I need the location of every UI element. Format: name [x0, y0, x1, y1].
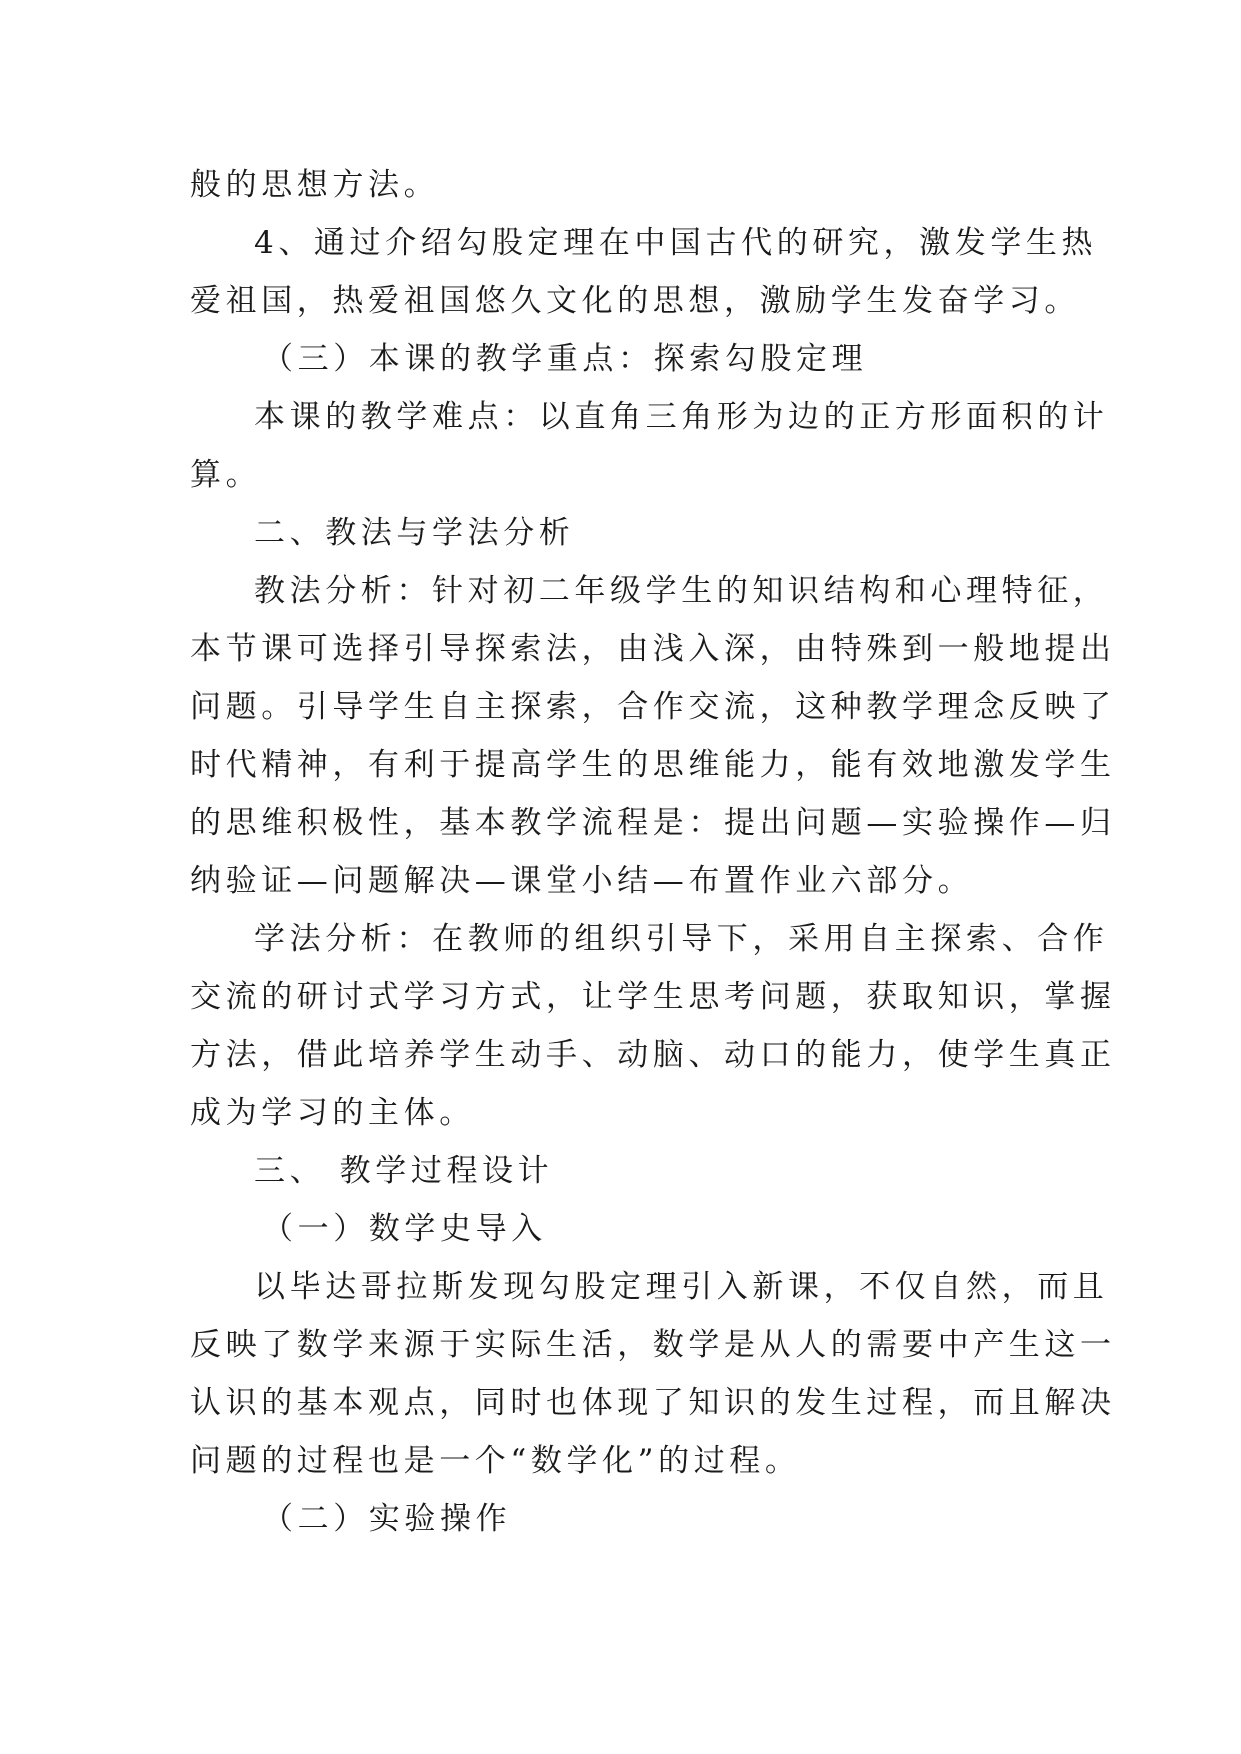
section-heading: （二）实验操作	[262, 1501, 512, 1537]
text-line: 学法分析：在教师的组织引导下，采用自主探索、合作	[254, 921, 1109, 957]
text-line: 算。	[190, 457, 262, 493]
text-line: 以毕达哥拉斯发现勾股定理引入新课，不仅自然，而且	[254, 1269, 1109, 1305]
text-line: 本节课可选择引导探索法，由浅入深，由特殊到一般地提出	[190, 631, 1116, 667]
text-line: 时代精神，有利于提高学生的思维能力，能有效地激发学生	[190, 747, 1116, 783]
text-line: 教法分析：针对初二年级学生的知识结构和心理特征，	[254, 573, 1109, 609]
section-heading: 三、 教学过程设计	[254, 1153, 554, 1189]
section-heading: 二、教法与学法分析	[254, 515, 575, 551]
text-line: 问题。引导学生自主探索，合作交流，这种教学理念反映了	[190, 689, 1116, 725]
text-line: 成为学习的主体。	[190, 1095, 475, 1131]
text-line: 反映了数学来源于实际生活，数学是从人的需要中产生这一	[190, 1327, 1116, 1363]
text-line: 方法，借此培养学生动手、动脑、动口的能力，使学生真正	[190, 1037, 1116, 1073]
section-heading: （三）本课的教学重点：探索勾股定理	[262, 341, 868, 377]
section-heading: （一）数学史导入	[262, 1211, 547, 1247]
text-line: 的思维积极性，基本教学流程是：提出问题—实验操作—归	[190, 805, 1116, 841]
text-line: 4、通过介绍勾股定理在中国古代的研究，激发学生热	[254, 225, 1098, 261]
text-line: 认识的基本观点，同时也体现了知识的发生过程，而且解决	[190, 1385, 1116, 1421]
text-line: 问题的过程也是一个“数学化”的过程。	[190, 1443, 801, 1479]
text-line: 般的思想方法。	[190, 167, 440, 203]
text-line: 本课的教学难点：以直角三角形为边的正方形面积的计	[254, 399, 1109, 435]
text-line: 爱祖国，热爱祖国悠久文化的思想，激励学生发奋学习。	[190, 283, 1080, 319]
text-line: 纳验证—问题解决—课堂小结—布置作业六部分。	[190, 863, 974, 899]
text-line: 交流的研讨式学习方式，让学生思考问题，获取知识，掌握	[190, 979, 1116, 1015]
